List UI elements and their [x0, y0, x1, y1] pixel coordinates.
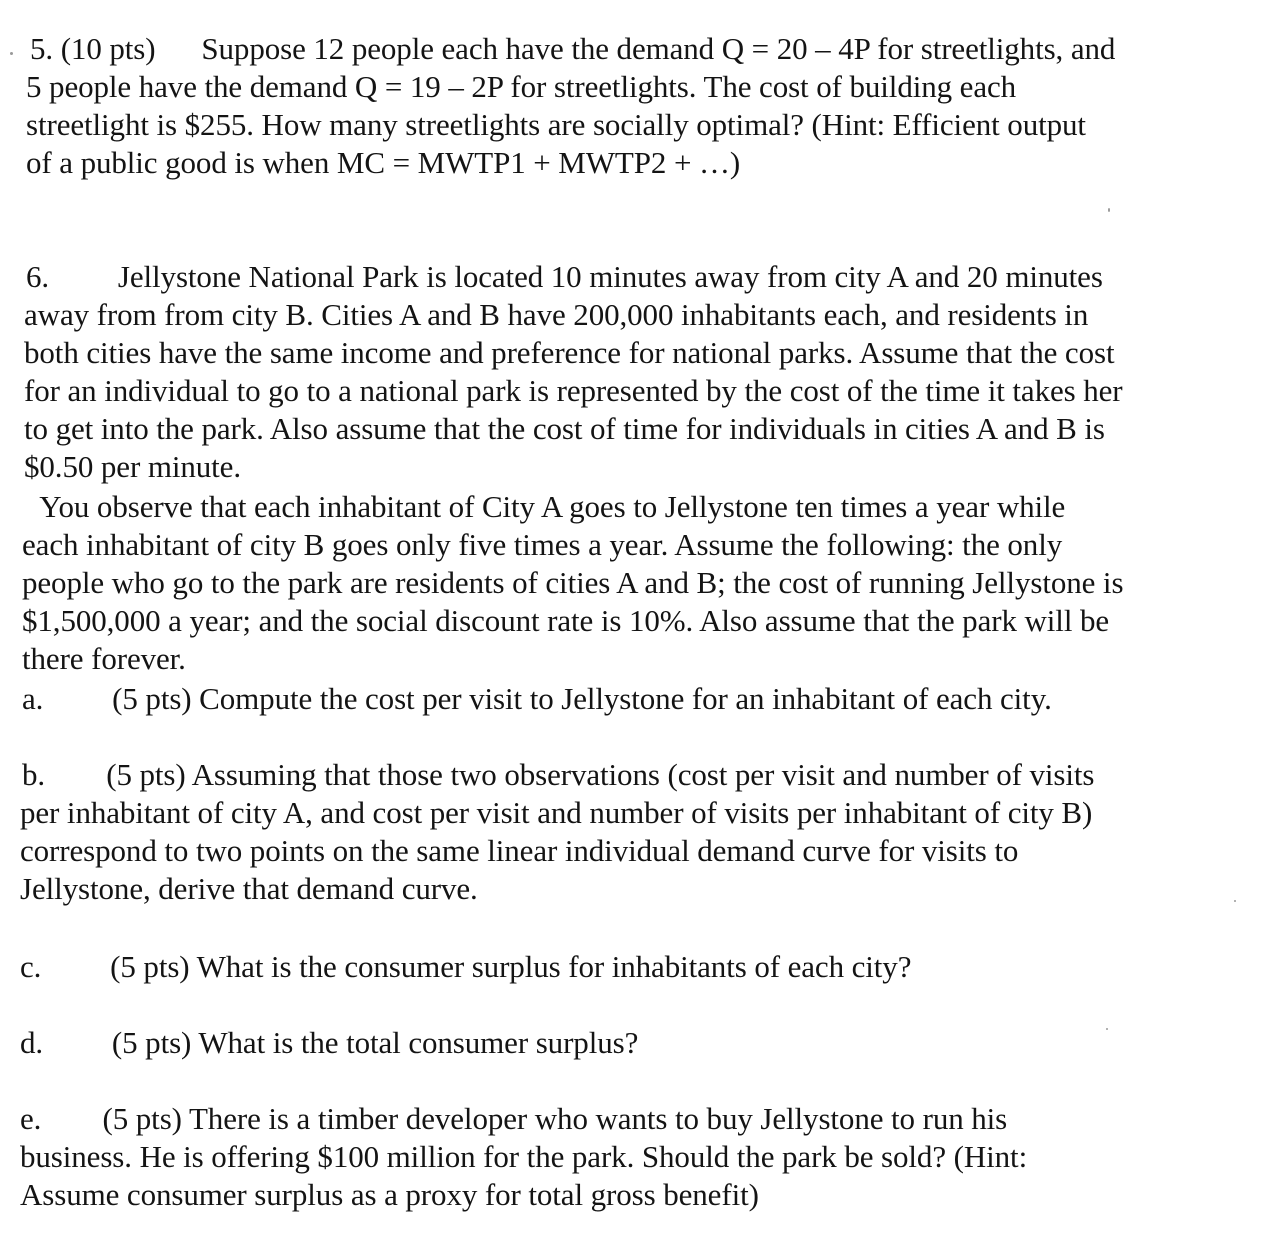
part-d-line-1: d. (5 pts) What is the total consumer surplus? — [20, 1025, 639, 1060]
scan-speck — [1234, 900, 1236, 902]
q6-line-5: to get into the park. Also assume that the cost of time for individuals in cities A and B is — [24, 411, 1105, 446]
part-b-line-4: Jellystone, derive that demand curve. — [20, 871, 478, 906]
q6-line-6: $0.50 per minute. — [24, 449, 241, 484]
q5-line-4: of a public good is when MC = MWTP1 + MWTP2 + …) — [26, 145, 741, 180]
q6-line-4: for an individual to go to a national park is represented by the cost of the time it takes her — [24, 373, 1123, 408]
scan-speck — [1108, 208, 1110, 212]
scan-speck — [1106, 1028, 1108, 1030]
q5-line-3: streetlight is $255. How many streetlights are socially optimal? (Hint: Efficient output — [26, 107, 1086, 142]
q6-line-9: people who go to the park are residents of cities A and B; the cost of running Jellystone is — [22, 565, 1124, 600]
q5-line-2: 5 people have the demand Q = 19 – 2P for streetlights. The cost of building each — [26, 69, 1017, 104]
q6-line-8: each inhabitant of city B goes only five times a year. Assume the following: the only — [22, 527, 1063, 562]
q6-line-10: $1,500,000 a year; and the social discount rate is 10%. Also assume that the park will be — [22, 603, 1110, 638]
part-e-line-3: Assume consumer surplus as a proxy for total gross benefit) — [20, 1177, 759, 1212]
part-b-line-1: b. (5 pts) Assuming that those two observations (cost per visit and number of visits — [22, 757, 1095, 792]
q6-line-11: there forever. — [22, 641, 186, 676]
q6-line-3: both cities have the same income and preference for national parks. Assume that the cost — [24, 335, 1115, 370]
part-c-line-1: c. (5 pts) What is the consumer surplus for inhabitants of each city? — [20, 949, 912, 984]
part-a-line-1: a. (5 pts) Compute the cost per visit to Jellystone for an inhabitant of each city. — [22, 681, 1052, 716]
q6-line-2: away from from city B. Cities A and B have 200,000 inhabitants each, and residents in — [24, 297, 1089, 332]
part-b-line-2: per inhabitant of city A, and cost per visit and number of visits per inhabitant of city B) — [20, 795, 1093, 830]
q5-line-1: 5. (10 pts) Suppose 12 people each have the demand Q = 20 – 4P for streetlights, and — [30, 31, 1116, 66]
scan-speck — [10, 52, 13, 55]
q6-line-1: 6. Jellystone National Park is located 10 minutes away from city A and 20 minutes — [26, 259, 1103, 294]
part-e-line-1: e. (5 pts) There is a timber developer who wants to buy Jellystone to run his — [20, 1101, 1008, 1136]
part-b-line-3: correspond to two points on the same linear individual demand curve for visits to — [20, 833, 1019, 868]
q6-line-7: You observe that each inhabitant of City A goes to Jellystone ten times a year while — [24, 489, 1066, 524]
part-e-line-2: business. He is offering $100 million for the park. Should the park be sold? (Hint: — [20, 1139, 1028, 1174]
